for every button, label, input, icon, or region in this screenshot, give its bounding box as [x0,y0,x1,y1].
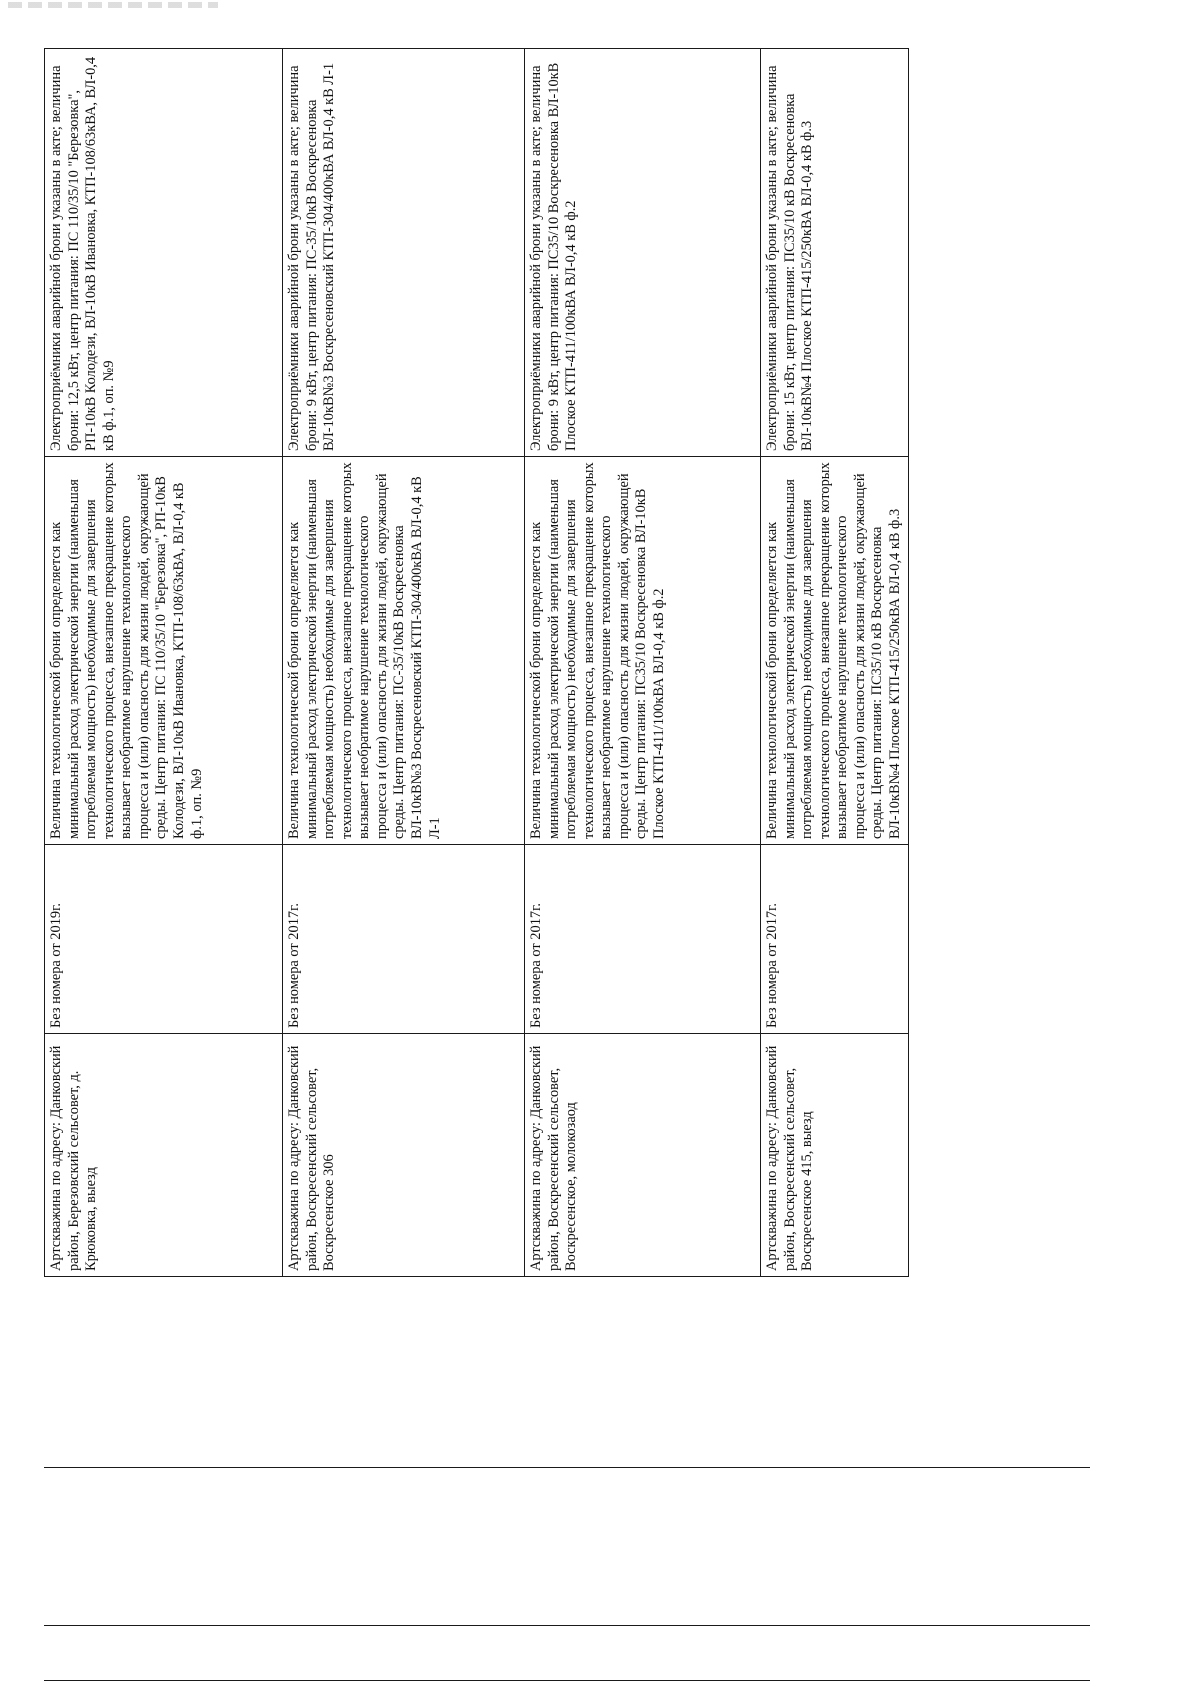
emergency-reserve-cell: Электроприёмники аварийной брони указаны в акте; величина брони: 9 кВт, центр питания: ПС-35/10кВ Воскресеновка ВЛ-10кВ№3 Воскресеновский КТП-304/400кВА ВЛ-0,4 кВ Л-1 [283,49,525,457]
technological-reserve-cell: Величина технологической брони определяется как минимальный расход электрической энергии (наименьшая потребляемая мощность) необходимые для завершения технологического процесса, внезапное прекращение которых вызывает необратимое нарушение технологического процесса и (или) опасность для жизни людей, окружающей среды. Центр питания: ПС35/10 кВ Воскресеновка ВЛ-10кВ№4 Плоское КТП-415/250кВА ВЛ-0,4 кВ ф.3 [761,457,909,845]
document-cell: Без номера от 2017г. [283,845,525,1034]
emergency-reserve-cell: Электроприёмники аварийной брони указаны в акте; величина брони: 9 кВт, центр питания: ПС35/10 Воскресеновка ВЛ-10кВ Плоское КТП-411/100кВА ВЛ-0,4 кВ ф.2 [525,49,761,457]
rule-line [44,1680,1090,1681]
technological-reserve-cell: Величина технологической брони определяется как минимальный расход электрической энергии (наименьшая потребляемая мощность) необходимые для завершения технологического процесса, внезапное прекращение которых вызывает необратимое нарушение технологического процесса и (или) опасность для жизни людей, окружающей среды. Центр питания: ПС-35/10кВ Воскресеновка ВЛ-10кВ№3 Воскресеновский КТП-304/400кВА ВЛ-0,4 кВ Л-1 [283,457,525,845]
rotated-table-container [44,49,903,1277]
table-row [525,49,761,1277]
technological-reserve-cell: Величина технологической брони определяется как минимальный расход электрической энергии (наименьшая потребляемая мощность) необходимые для завершения технологического процесса, внезапное прекращение которых вызывает необратимое нарушение технологического процесса и (или) опасность для жизни людей, окружающей среды. Центр питания: ПС 110/35/10 "Березовка", РП-10кВ Колодези, ВЛ-10кВ Ивановка, КТП-108/63кВА, ВЛ-0,4 кВ ф.1, оп. №9 [45,457,283,845]
table-row [283,49,525,1277]
address-cell: Артскважина по адресу: Данковский район, Воскресенский сельсовет, Воскресенское 306 [283,1034,525,1277]
reservation-table [44,48,909,1277]
emergency-reserve-cell: Электроприёмники аварийной брони указаны в акте; величина брони: 15 кВт, центр питания: ПС35/10 кВ Воскресеновка ВЛ-10кВ№4 Плоское КТП-415/250кВА ВЛ-0,4 кВ ф.3 [761,49,909,457]
document-cell: Без номера от 2019г. [45,845,283,1034]
scan-header-artifact [8,2,218,8]
emergency-reserve-cell: Электроприёмники аварийной брони указаны в акте; величина брони: 12,5 кВт, центр питания: ПС 110/35/10 "Березовка", РП-10кВ Колодези, ВЛ-10кВ Ивановка, КТП-108/63кВА, ВЛ-0,4 кВ ф.1, оп. №9 [45,49,283,457]
rule-line [44,1625,1090,1626]
technological-reserve-cell: Величина технологической брони определяется как минимальный расход электрической энергии (наименьшая потребляемая мощность) необходимые для завершения технологического процесса, внезапное прекращение которых вызывает необратимое нарушение технологического процесса и (или) опасность для жизни людей, окружающей среды. Центр питания: ПС35/10 Воскресеновка ВЛ-10кВ Плоское КТП-411/100кВА ВЛ-0,4 кВ ф.2 [525,457,761,845]
address-cell: Артскважина по адресу: Данковский район, Воскресенский сельсовет, Воскресенское, молокозаод [525,1034,761,1277]
table-row [45,49,283,1277]
document-cell: Без номера от 2017г. [761,845,909,1034]
rule-line [44,1467,1090,1468]
address-cell: Артскважина по адресу: Данковский район, Березовский сельсовет, д. Крюковка, выезд [45,1034,283,1277]
document-cell: Без номера от 2017г. [525,845,761,1034]
address-cell: Артскважина по адресу: Данковский район, Воскресенский сельсовет, Воскресенское 415, выезд [761,1034,909,1277]
table-row [761,49,909,1277]
